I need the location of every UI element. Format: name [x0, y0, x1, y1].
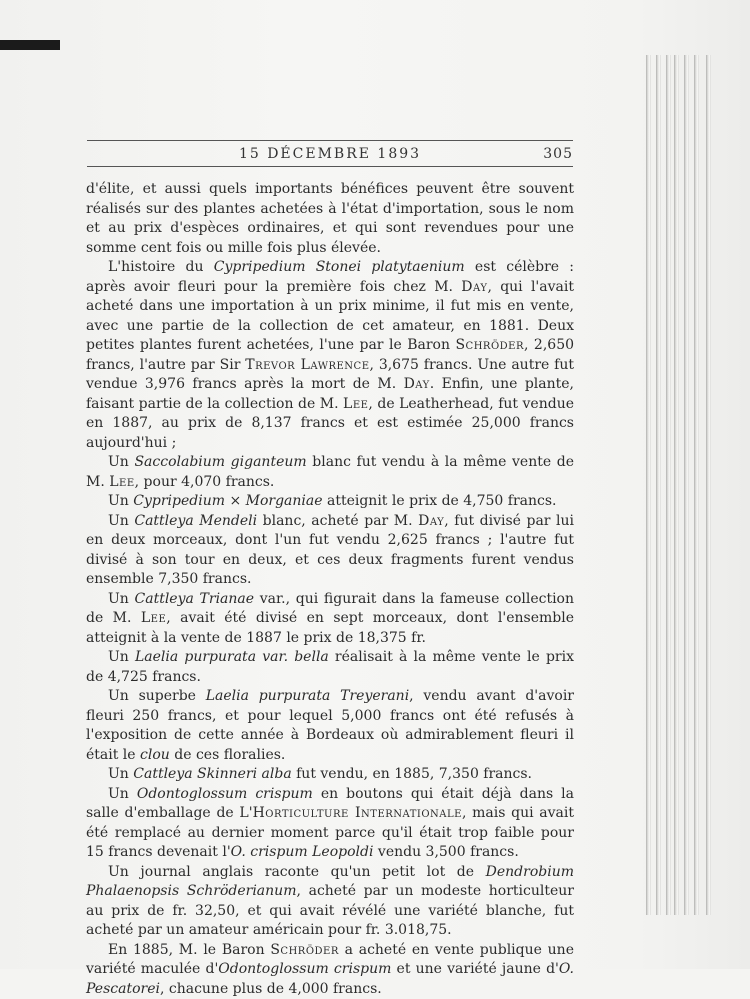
text-run: , de Leatherhead, fut vendue en 1887, au prix de 8,137 francs et est estimée 25,000 francs aujourd'hui ; [86, 396, 574, 451]
text-run: Un journal anglais raconte qu'un petit lot de [108, 864, 486, 880]
paragraph [86, 258, 574, 453]
italic-term: clou [140, 747, 170, 763]
small-caps-name: Trevor Lawrence [245, 357, 369, 373]
paragraph [86, 863, 574, 941]
text-run: blanc fut vendu à la même vente de M. [86, 454, 574, 490]
text-run: , mais qui avait été remplacé au dernier moment parce qu'il était trop faible pour 15 francs devenait l' [86, 805, 574, 860]
paragraph [86, 785, 574, 863]
text-run: . Enfin, une plante, faisant partie de la collection de M. [86, 376, 574, 412]
text-run: Un [108, 766, 133, 782]
italic-term: Cattleya Mendeli [134, 513, 257, 529]
paragraph [86, 180, 574, 258]
text-run: , qui l'avait acheté dans une importation à un prix minime, il fut mis en vente, avec une partie de la collection de cet amateur, en 1881. Deux petites plantes furent achetées, l'une par le Baron [86, 279, 574, 354]
text-run: L'histoire du [108, 259, 214, 275]
text-run: et une variété jaune d' [391, 961, 559, 977]
small-caps-name: Schröder [455, 337, 524, 353]
page-number: 305 [543, 146, 573, 162]
text-run: est célèbre : après avoir fleuri pour la première fois chez M. [86, 259, 574, 295]
paragraph [86, 453, 574, 492]
scan-corner-mark [0, 40, 60, 50]
text-run: atteignit le prix de 4,750 francs. [323, 493, 557, 509]
text-run: vendu 3,500 francs. [373, 844, 518, 860]
small-caps-name: Lee [343, 396, 368, 412]
italic-term: Odontoglossum crispum [218, 961, 391, 977]
small-caps-name: Lee [141, 610, 166, 626]
text-run: Un [108, 649, 135, 665]
small-caps-name: Day [461, 279, 487, 295]
text-run: en boutons qui était déjà dans la salle d'emballage de L' [86, 786, 574, 822]
text-run: Un [108, 513, 134, 529]
text-run: réalisait à la même vente le prix de 4,725 francs. [86, 649, 574, 685]
small-caps-name: Horticulture Internationale [253, 805, 462, 821]
text-run: , 3,675 francs. Une autre fut vendue 3,976 francs après la mort de M. [86, 357, 574, 393]
text-run: , vendu avant d'avoir fleuri 250 francs, et pour lequel 5,000 francs ont été refusés à l'exposition de cette année à Bordeaux où admirablement fleuri il était le [86, 688, 574, 763]
italic-term: O. Pescatorei [86, 961, 574, 997]
paragraph [86, 512, 574, 590]
text-run: , fut divisé par lui en deux morceaux, dont l'un fut vendu 2,625 francs ; l'autre fut divisé à son tour en deux, et ces deux fragments furent vendus ensemble 7,350 francs. [86, 513, 574, 588]
text-run: Un [108, 591, 135, 607]
paragraph [86, 590, 574, 649]
small-caps-name: Day [418, 513, 444, 529]
paragraph [86, 687, 574, 765]
text-run: , avait été divisé en sept morceaux, dont l'ensemble atteignit à la vente de 1887 le prix de 18,375 fr. [86, 610, 574, 646]
text-run: Un [108, 454, 134, 470]
italic-term: Cypripedium [133, 493, 225, 509]
italic-term: Dendrobium Phalaenopsis Schröderianum [86, 864, 574, 900]
text-run: Un [108, 786, 137, 802]
header-underline [87, 166, 573, 167]
text-run: , chacune plus de 4,000 francs. [160, 981, 382, 997]
italic-term: O. crispum Leopoldi [231, 844, 374, 860]
paragraph [86, 492, 574, 512]
italic-term: Cypripedium Stonei platytaenium [214, 259, 465, 275]
italic-term: Laelia purpurata Treyerani [206, 688, 409, 704]
italic-term: Odontoglossum crispum [137, 786, 313, 802]
small-caps-name: Lee [109, 474, 134, 490]
text-run: d'élite, et aussi quels importants bénéfices peuvent être souvent réalisés sur des plantes achetées à l'état d'importation, sous le nom et au prix d'espèces ordinaires, et qui sont revendues pour une somme cent fois ou mille fois plus élevée. [86, 181, 574, 256]
header-date: 15 DÉCEMBRE 1893 [87, 146, 573, 162]
running-head [87, 140, 573, 180]
book-page-edges [640, 55, 750, 915]
italic-term: Morganiae [246, 493, 323, 509]
text-run: En 1885, M. le Baron [108, 942, 270, 958]
text-run: de ces floralies. [170, 747, 286, 763]
text-run: , 2,650 francs, l'autre par Sir [86, 337, 574, 373]
italic-term: Cattleya Skinneri alba [133, 766, 291, 782]
italic-term: Laelia purpurata var. bella [135, 649, 329, 665]
italic-term: Saccolabium giganteum [134, 454, 306, 470]
text-run: Un [108, 493, 133, 509]
text-run: , acheté par un modeste horticulteur au prix de fr. 32,50, et qui avait révélé une variété blanche, fut acheté par un amateur américain pour fr. 3.018,75. [86, 883, 574, 938]
text-run: a acheté en vente publique une variété maculée d' [86, 942, 574, 978]
text-run: var., qui figurait dans la fameuse collection de M. [86, 591, 574, 627]
header-rule [87, 140, 573, 141]
italic-term: Cattleya Trianae [135, 591, 255, 607]
text-run: × [225, 493, 246, 509]
body-text [86, 180, 574, 999]
small-caps-name: Day [404, 376, 430, 392]
paragraph [86, 648, 574, 687]
text-run: Un superbe [108, 688, 206, 704]
paragraph [86, 765, 574, 785]
text-run: fut vendu, en 1885, 7,350 francs. [292, 766, 532, 782]
paragraph [86, 941, 574, 999]
small-caps-name: Schröder [270, 942, 339, 958]
text-run: blanc, acheté par M. [257, 513, 418, 529]
text-run: , pour 4,070 francs. [135, 474, 275, 490]
